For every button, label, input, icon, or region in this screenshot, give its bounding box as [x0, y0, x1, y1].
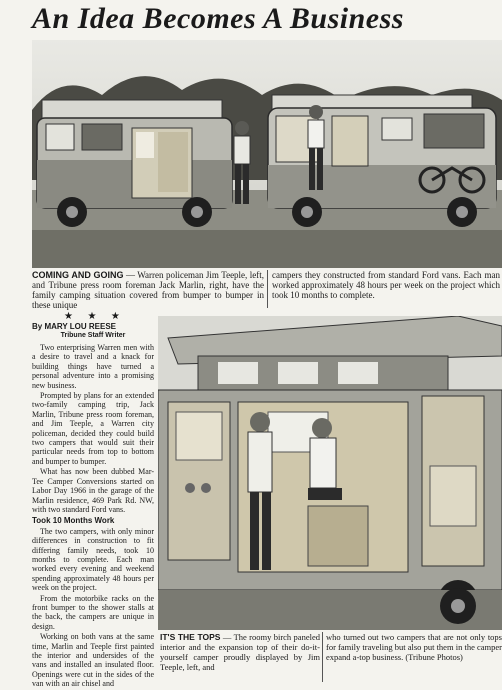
photo-camper-interior — [158, 316, 502, 630]
article-paragraph: The two campers, with only minor differences in construction to fit differing family needs, took 10 months to complete. Each man worked every evening and weekend spending approximately 48 hours per week on the project. — [32, 526, 154, 593]
top-caption-left — [32, 270, 264, 310]
article-paragraph: Working on both vans at the same time, Marlin and Teeple first painted the interior and undersides of the vans and installed an insulated floor. Openings were cut in the sides of the van with an air chisel and — [32, 632, 154, 689]
top-caption-right: campers they constructed from standard Ford vans. Each man worked approximately 48 hours per week on the project which took 10 months to complete. — [272, 270, 500, 300]
top-caption-left-text: — Warren policeman Jim Teeple, left, and Tribune press room foreman Jack Marlin, right, have the family camping situation covered from bumper to bumper in these unique — [32, 270, 264, 310]
photo-credit: (Tribune Photos) — [405, 652, 463, 662]
bottom-caption-right — [326, 632, 502, 662]
article-paragraph: From the motorbike racks on the front bumper to the shower stalls at the back, the campers are unique in design. — [32, 593, 154, 631]
byline: By MARY LOU REESE — [32, 322, 117, 331]
article-paragraph: What has now been dubbed Mar-Tee Camper Conversions started on Labor Day 1966 in the garage of the Marlin residence, 469 Park Rd. NW, with two standard Ford vans. — [32, 467, 154, 514]
article-paragraph: Two enterprising Warren men with a desire to travel and a knack for building things have turned a personal adventure into a promising new business. — [32, 343, 154, 390]
headline: An Idea Becomes A Business — [32, 2, 404, 35]
article-subhead: Took 10 Months Work — [32, 516, 115, 526]
top-caption-lead: COMING AND GOING — [32, 270, 124, 280]
ornament-stars: ★ ★ ★ — [64, 311, 126, 322]
caption-divider — [267, 270, 268, 308]
bottom-caption-lead: IT'S THE TOPS — [160, 632, 221, 642]
caption-divider — [322, 632, 323, 682]
photo-two-camper-vans — [32, 40, 502, 268]
article-column — [32, 343, 154, 690]
article-paragraph: Prompted by plans for an extended two-family camping trip, Jack Marlin, Tribune press room foreman, and Jim Teeple, a Warren city policeman, decided they could build two campers that would suit their particular needs from top to bottom and bumper to bumper. — [32, 391, 154, 466]
byline-title: Tribune Staff Writer — [60, 332, 126, 339]
bottom-caption-left — [160, 632, 320, 672]
bottom-caption-left-text: — The roomy birch paneled interior and the expansion top of their do-it-yourself camper proudly displayed by Jim Teeple, left, and — [160, 632, 320, 672]
bottom-caption-right-text: who turned out two campers that are not only tops for family traveling but also put them in the camper expand a-top business. — [326, 632, 502, 662]
